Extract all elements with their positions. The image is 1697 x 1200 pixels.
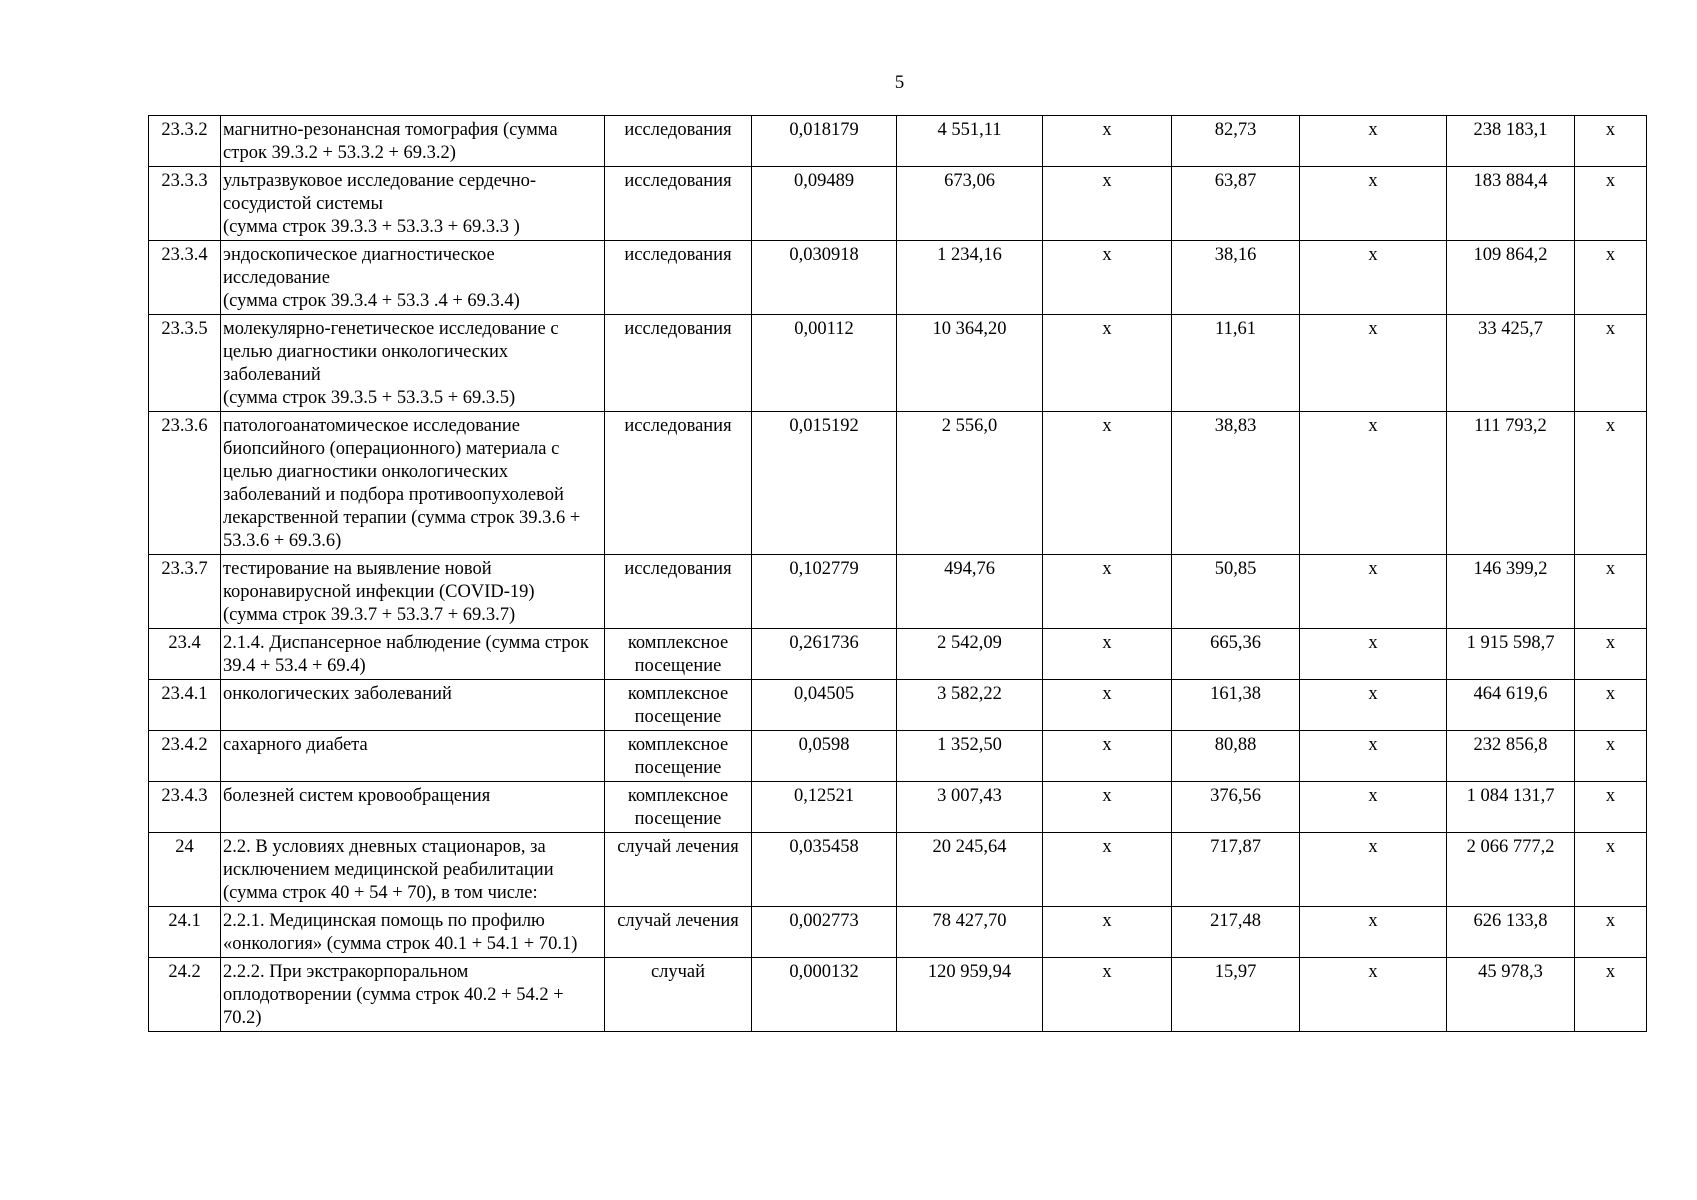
norm-volume-cell: 0,000132 (752, 958, 897, 1032)
norm-cost-cell: 1 352,50 (897, 731, 1043, 782)
unit-cell: исследования (605, 116, 752, 167)
norm-cost-cell: 494,76 (897, 555, 1043, 629)
table-row (149, 629, 1647, 680)
row-number-cell: 23.3.3 (149, 167, 221, 241)
norm-cost-cell: 78 427,70 (897, 907, 1043, 958)
unit-cell: случай лечения (605, 833, 752, 907)
row-number-cell: 23.3.5 (149, 315, 221, 412)
empty-mark-cell: х (1300, 680, 1447, 731)
page-number: 5 (894, 72, 905, 93)
row-name-cell: болезней систем кровообращения (221, 782, 605, 833)
total-cost-cell: 238 183,1 (1447, 116, 1575, 167)
unit-cell: исследования (605, 241, 752, 315)
empty-mark-cell: х (1575, 412, 1647, 555)
norm-cost-cell: 3 582,22 (897, 680, 1043, 731)
row-name-cell: сахарного диабета (221, 731, 605, 782)
row-name-cell: магнитно-резонансная томография (сумма строк 39.3.2 + 53.3.2 + 69.3.2) (221, 116, 605, 167)
norm-volume-cell: 0,09489 (752, 167, 897, 241)
total-cost-cell: 146 399,2 (1447, 555, 1575, 629)
row-name-cell: 2.2.1. Медицинская помощь по профилю «онкология» (сумма строк 40.1 + 54.1 + 70.1) (221, 907, 605, 958)
per-capita-cell: 665,36 (1172, 629, 1300, 680)
unit-cell: случай лечения (605, 907, 752, 958)
empty-mark-cell: х (1575, 731, 1647, 782)
row-name-cell: эндоскопическое диагностическое исследование (сумма строк 39.3.4 + 53.3 .4 + 69.3.4) (221, 241, 605, 315)
empty-mark-cell: х (1575, 907, 1647, 958)
empty-mark-cell: х (1300, 958, 1447, 1032)
total-cost-cell: 232 856,8 (1447, 731, 1575, 782)
per-capita-cell: 376,56 (1172, 782, 1300, 833)
unit-cell: исследования (605, 167, 752, 241)
empty-mark-cell: х (1043, 412, 1172, 555)
empty-mark-cell: х (1575, 629, 1647, 680)
empty-mark-cell: х (1043, 731, 1172, 782)
row-number-cell: 23.3.6 (149, 412, 221, 555)
total-cost-cell: 464 619,6 (1447, 680, 1575, 731)
per-capita-cell: 11,61 (1172, 315, 1300, 412)
norm-cost-cell: 10 364,20 (897, 315, 1043, 412)
per-capita-cell: 15,97 (1172, 958, 1300, 1032)
empty-mark-cell: х (1300, 782, 1447, 833)
table-row (149, 958, 1647, 1032)
total-cost-cell: 2 066 777,2 (1447, 833, 1575, 907)
unit-cell: комплексное посещение (605, 731, 752, 782)
row-name-cell: патологоанатомическое исследование биопсийного (операционного) материала с целью диагностики онкологических заболеваний и подбора противоопухолевой лекарственной терапии (сумма строк 39.3.6 + 53.3.6 + 69.3.6) (221, 412, 605, 555)
unit-cell: случай (605, 958, 752, 1032)
empty-mark-cell: х (1300, 629, 1447, 680)
empty-mark-cell: х (1300, 241, 1447, 315)
empty-mark-cell: х (1575, 555, 1647, 629)
empty-mark-cell: х (1575, 680, 1647, 731)
norm-volume-cell: 0,04505 (752, 680, 897, 731)
table-row (149, 680, 1647, 731)
empty-mark-cell: х (1043, 555, 1172, 629)
norm-cost-cell: 673,06 (897, 167, 1043, 241)
per-capita-cell: 161,38 (1172, 680, 1300, 731)
unit-cell: исследования (605, 555, 752, 629)
row-number-cell: 24.2 (149, 958, 221, 1032)
table-row (149, 833, 1647, 907)
row-name-cell: молекулярно-генетическое исследование с целью диагностики онкологических заболеваний (сумма строк 39.3.5 + 53.3.5 + 69.3.5) (221, 315, 605, 412)
empty-mark-cell: х (1300, 167, 1447, 241)
row-name-cell: онкологических заболеваний (221, 680, 605, 731)
total-cost-cell: 1 084 131,7 (1447, 782, 1575, 833)
norm-cost-cell: 3 007,43 (897, 782, 1043, 833)
empty-mark-cell: х (1043, 116, 1172, 167)
unit-cell: исследования (605, 412, 752, 555)
norm-cost-cell: 2 542,09 (897, 629, 1043, 680)
norm-volume-cell: 0,102779 (752, 555, 897, 629)
empty-mark-cell: х (1300, 731, 1447, 782)
table-row (149, 116, 1647, 167)
empty-mark-cell: х (1300, 833, 1447, 907)
empty-mark-cell: х (1043, 833, 1172, 907)
row-name-cell: 2.2. В условиях дневных стационаров, за исключением медицинской реабилитации (сумма строк 40 + 54 + 70), в том числе: (221, 833, 605, 907)
row-number-cell: 23.3.7 (149, 555, 221, 629)
table-row (149, 315, 1647, 412)
table-row (149, 167, 1647, 241)
row-name-cell: 2.1.4. Диспансерное наблюдение (сумма строк 39.4 + 53.4 + 69.4) (221, 629, 605, 680)
row-number-cell: 24 (149, 833, 221, 907)
row-number-cell: 23.4.3 (149, 782, 221, 833)
norm-volume-cell: 0,035458 (752, 833, 897, 907)
norm-volume-cell: 0,00112 (752, 315, 897, 412)
table-row (149, 731, 1647, 782)
empty-mark-cell: х (1575, 833, 1647, 907)
norm-cost-cell: 1 234,16 (897, 241, 1043, 315)
empty-mark-cell: х (1575, 782, 1647, 833)
empty-mark-cell: х (1575, 167, 1647, 241)
empty-mark-cell: х (1043, 907, 1172, 958)
row-name-cell: тестирование на выявление новой коронавирусной инфекции (COVID-19) (сумма строк 39.3.7 + 53.3.7 + 69.3.7) (221, 555, 605, 629)
row-name-cell: ультразвуковое исследование сердечно-сосудистой системы (сумма строк 39.3.3 + 53.3.3 + 69.3.3 ) (221, 167, 605, 241)
data-table (148, 115, 1647, 1032)
total-cost-cell: 109 864,2 (1447, 241, 1575, 315)
unit-cell: исследования (605, 315, 752, 412)
total-cost-cell: 45 978,3 (1447, 958, 1575, 1032)
empty-mark-cell: х (1575, 958, 1647, 1032)
unit-cell: комплексное посещение (605, 629, 752, 680)
norm-cost-cell: 4 551,11 (897, 116, 1043, 167)
total-cost-cell: 626 133,8 (1447, 907, 1575, 958)
total-cost-cell: 33 425,7 (1447, 315, 1575, 412)
empty-mark-cell: х (1575, 116, 1647, 167)
empty-mark-cell: х (1043, 680, 1172, 731)
norm-volume-cell: 0,261736 (752, 629, 897, 680)
table-row (149, 907, 1647, 958)
unit-cell: комплексное посещение (605, 782, 752, 833)
empty-mark-cell: х (1043, 315, 1172, 412)
table-row (149, 241, 1647, 315)
empty-mark-cell: х (1300, 555, 1447, 629)
per-capita-cell: 50,85 (1172, 555, 1300, 629)
row-number-cell: 23.3.4 (149, 241, 221, 315)
table-row (149, 782, 1647, 833)
row-number-cell: 23.4 (149, 629, 221, 680)
row-number-cell: 23.4.1 (149, 680, 221, 731)
norm-cost-cell: 20 245,64 (897, 833, 1043, 907)
norm-volume-cell: 0,002773 (752, 907, 897, 958)
norm-volume-cell: 0,030918 (752, 241, 897, 315)
empty-mark-cell: х (1300, 412, 1447, 555)
empty-mark-cell: х (1300, 907, 1447, 958)
empty-mark-cell: х (1043, 241, 1172, 315)
norm-cost-cell: 2 556,0 (897, 412, 1043, 555)
per-capita-cell: 717,87 (1172, 833, 1300, 907)
row-number-cell: 24.1 (149, 907, 221, 958)
row-number-cell: 23.4.2 (149, 731, 221, 782)
total-cost-cell: 1 915 598,7 (1447, 629, 1575, 680)
empty-mark-cell: х (1043, 167, 1172, 241)
table-body (149, 116, 1647, 1032)
norm-volume-cell: 0,0598 (752, 731, 897, 782)
norm-volume-cell: 0,018179 (752, 116, 897, 167)
empty-mark-cell: х (1300, 315, 1447, 412)
per-capita-cell: 217,48 (1172, 907, 1300, 958)
per-capita-cell: 63,87 (1172, 167, 1300, 241)
per-capita-cell: 38,83 (1172, 412, 1300, 555)
norm-cost-cell: 120 959,94 (897, 958, 1043, 1032)
row-number-cell: 23.3.2 (149, 116, 221, 167)
per-capita-cell: 80,88 (1172, 731, 1300, 782)
per-capita-cell: 38,16 (1172, 241, 1300, 315)
table-row (149, 555, 1647, 629)
total-cost-cell: 111 793,2 (1447, 412, 1575, 555)
table-row (149, 412, 1647, 555)
total-cost-cell: 183 884,4 (1447, 167, 1575, 241)
empty-mark-cell: х (1043, 958, 1172, 1032)
norm-volume-cell: 0,015192 (752, 412, 897, 555)
norm-volume-cell: 0,12521 (752, 782, 897, 833)
empty-mark-cell: х (1043, 782, 1172, 833)
unit-cell: комплексное посещение (605, 680, 752, 731)
row-name-cell: 2.2.2. При экстракорпоральном оплодотворении (сумма строк 40.2 + 54.2 + 70.2) (221, 958, 605, 1032)
empty-mark-cell: х (1300, 116, 1447, 167)
empty-mark-cell: х (1575, 315, 1647, 412)
per-capita-cell: 82,73 (1172, 116, 1300, 167)
empty-mark-cell: х (1043, 629, 1172, 680)
empty-mark-cell: х (1575, 241, 1647, 315)
